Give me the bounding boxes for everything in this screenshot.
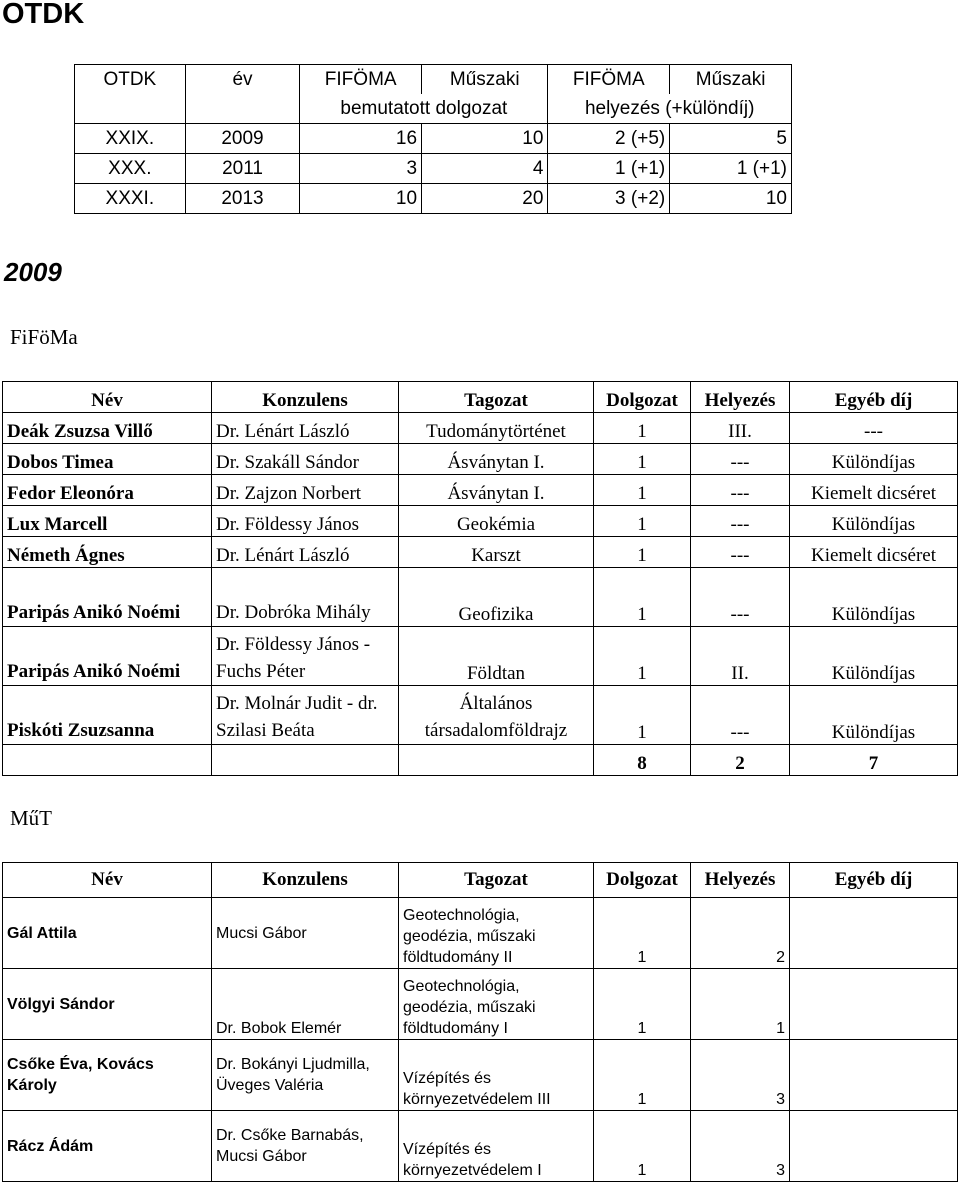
paper-count: 1: [594, 898, 691, 969]
table-row: [3, 627, 958, 686]
otdk-cell: 2013: [185, 184, 300, 214]
other-award: [790, 969, 958, 1040]
col-header-placement: Helyezés: [691, 863, 790, 898]
fifoma-heading: FiFöMa: [10, 325, 78, 349]
other-award: Különdíjas: [790, 506, 958, 537]
otdk-header-row: [75, 65, 792, 95]
other-award: ---: [790, 413, 958, 444]
otdk-cell: 3 (+2): [548, 184, 670, 214]
otdk-cell: 10: [670, 184, 792, 214]
consultant: Dr. Bokányi Ljudmilla, Üveges Valéria: [212, 1040, 399, 1111]
otdk-cell: 20: [422, 184, 548, 214]
col-header-section: Tagozat: [399, 863, 594, 898]
section: Vízépítés és környezetvédelem III: [399, 1040, 594, 1111]
otdk-cell: 5: [670, 124, 792, 154]
otdk-cell: 2011: [185, 154, 300, 184]
placement: ---: [691, 537, 790, 568]
otdk-col-fifoma-placement: FIFÖMA: [548, 65, 670, 95]
placement: ---: [691, 568, 790, 627]
otdk-sub-presented: bemutatott dolgozat: [300, 94, 548, 124]
otdk-sub-placement: helyezés (+különdíj): [548, 94, 792, 124]
table-row: [3, 568, 958, 627]
consultant: Dr. Zajzon Norbert: [212, 475, 399, 506]
otdk-cell: 1 (+1): [670, 154, 792, 184]
section: Geofizika: [399, 568, 594, 627]
placement: III.: [691, 413, 790, 444]
paper-count: 1: [594, 1111, 691, 1182]
student-name: Lux Marcell: [3, 506, 212, 537]
totals-row: [3, 745, 958, 776]
col-header-name: Név: [3, 382, 212, 413]
totals-empty: [399, 745, 594, 776]
paper-count: 1: [594, 568, 691, 627]
totals-empty: [212, 745, 399, 776]
student-name: Gál Attila: [3, 898, 212, 969]
other-award: Különdíjas: [790, 568, 958, 627]
section: Általános társadalomföldrajz: [399, 686, 594, 745]
other-award: [790, 1040, 958, 1111]
student-name: Rácz Ádám: [3, 1111, 212, 1182]
section: Földtan: [399, 627, 594, 686]
section: Ásványtan I.: [399, 475, 594, 506]
mut-heading: MűT: [10, 806, 52, 830]
otdk-sub-empty: [185, 94, 300, 124]
student-name: Piskóti Zsuzsanna: [3, 686, 212, 745]
placement: ---: [691, 444, 790, 475]
total-paper: 8: [594, 745, 691, 776]
student-name: Németh Ágnes: [3, 537, 212, 568]
section: Ásványtan I.: [399, 444, 594, 475]
section: Vízépítés és környezetvédelem I: [399, 1111, 594, 1182]
consultant: Dr. Lénárt László: [212, 537, 399, 568]
year-heading: 2009: [4, 257, 62, 287]
otdk-cell: 2 (+5): [548, 124, 670, 154]
col-header-consultant: Konzulens: [212, 382, 399, 413]
otdk-cell: 10: [300, 184, 422, 214]
placement: 1: [691, 969, 790, 1040]
table-row: [3, 413, 958, 444]
table-row: [3, 1111, 958, 1182]
col-header-paper: Dolgozat: [594, 863, 691, 898]
section: Tudománytörténet: [399, 413, 594, 444]
consultant: Dr. Lénárt László: [212, 413, 399, 444]
otdk-col-muszaki-presented: Műszaki: [422, 65, 548, 95]
col-header-consultant: Konzulens: [212, 863, 399, 898]
other-award: Kiemelt dicséret: [790, 537, 958, 568]
fifoma-table: [2, 381, 958, 776]
placement: 3: [691, 1040, 790, 1111]
other-award: [790, 898, 958, 969]
paper-count: 1: [594, 969, 691, 1040]
consultant: Dr. Molnár Judit - dr. Szilasi Beáta: [212, 686, 399, 745]
fifoma-header-row: [3, 382, 958, 413]
otdk-subheader-row: [75, 94, 792, 124]
paper-count: 1: [594, 413, 691, 444]
placement: ---: [691, 475, 790, 506]
consultant: Dr. Dobróka Mihály: [212, 568, 399, 627]
col-header-other-award: Egyéb díj: [790, 382, 958, 413]
section: Karszt: [399, 537, 594, 568]
paper-count: 1: [594, 475, 691, 506]
section: Geotechnológia, geodézia, műszaki földtudomány I: [399, 969, 594, 1040]
table-row: [3, 1040, 958, 1111]
other-award: Különdíjas: [790, 444, 958, 475]
otdk-col-fifoma-presented: FIFÖMA: [300, 65, 422, 95]
otdk-cell: 3: [300, 154, 422, 184]
student-name: Paripás Anikó Noémi: [3, 568, 212, 627]
col-header-other-award: Egyéb díj: [790, 863, 958, 898]
consultant: Dr. Földessy János - Fuchs Péter: [212, 627, 399, 686]
page-title: OTDK: [2, 0, 85, 30]
table-row: [3, 475, 958, 506]
student-name: Deák Zsuzsa Villő: [3, 413, 212, 444]
paper-count: 1: [594, 627, 691, 686]
placement: 2: [691, 898, 790, 969]
otdk-col-year: év: [185, 65, 300, 95]
table-row: [3, 898, 958, 969]
otdk-cell: 1 (+1): [548, 154, 670, 184]
table-row: [3, 686, 958, 745]
col-header-name: Név: [3, 863, 212, 898]
table-row: [3, 506, 958, 537]
otdk-summary-table: [74, 64, 792, 214]
student-name: Csőke Éva, Kovács Károly: [3, 1040, 212, 1111]
other-award: Különdíjas: [790, 627, 958, 686]
total-other-award: 7: [790, 745, 958, 776]
student-name: Völgyi Sándor: [3, 969, 212, 1040]
otdk-row: [75, 124, 792, 154]
consultant: Dr. Szakáll Sándor: [212, 444, 399, 475]
otdk-row: [75, 184, 792, 214]
mut-header-row: [3, 863, 958, 898]
other-award: Különdíjas: [790, 686, 958, 745]
otdk-col-muszaki-placement: Műszaki: [670, 65, 792, 95]
student-name: Paripás Anikó Noémi: [3, 627, 212, 686]
table-row: [3, 444, 958, 475]
student-name: Dobos Timea: [3, 444, 212, 475]
placement: 3: [691, 1111, 790, 1182]
consultant: Dr. Földessy János: [212, 506, 399, 537]
paper-count: 1: [594, 1040, 691, 1111]
consultant: Mucsi Gábor: [212, 898, 399, 969]
col-header-placement: Helyezés: [691, 382, 790, 413]
other-award: Kiemelt dicséret: [790, 475, 958, 506]
paper-count: 1: [594, 686, 691, 745]
other-award: [790, 1111, 958, 1182]
totals-empty: [3, 745, 212, 776]
table-row: [3, 537, 958, 568]
otdk-cell: 16: [300, 124, 422, 154]
otdk-cell: XXX.: [75, 154, 186, 184]
consultant: Dr. Bobok Elemér: [212, 969, 399, 1040]
otdk-cell: 10: [422, 124, 548, 154]
placement: ---: [691, 686, 790, 745]
otdk-cell: XXIX.: [75, 124, 186, 154]
paper-count: 1: [594, 537, 691, 568]
placement: ---: [691, 506, 790, 537]
otdk-sub-empty: [75, 94, 186, 124]
table-row: [3, 969, 958, 1040]
section: Geokémia: [399, 506, 594, 537]
section: Geotechnológia, geodézia, műszaki földtudomány II: [399, 898, 594, 969]
total-placement: 2: [691, 745, 790, 776]
placement: II.: [691, 627, 790, 686]
otdk-row: [75, 154, 792, 184]
otdk-cell: 2009: [185, 124, 300, 154]
otdk-cell: 4: [422, 154, 548, 184]
mut-table: [2, 862, 958, 1182]
col-header-paper: Dolgozat: [594, 382, 691, 413]
consultant: Dr. Csőke Barnabás, Mucsi Gábor: [212, 1111, 399, 1182]
otdk-col-otdk: OTDK: [75, 65, 186, 95]
student-name: Fedor Eleonóra: [3, 475, 212, 506]
paper-count: 1: [594, 444, 691, 475]
paper-count: 1: [594, 506, 691, 537]
otdk-cell: XXXI.: [75, 184, 186, 214]
col-header-section: Tagozat: [399, 382, 594, 413]
